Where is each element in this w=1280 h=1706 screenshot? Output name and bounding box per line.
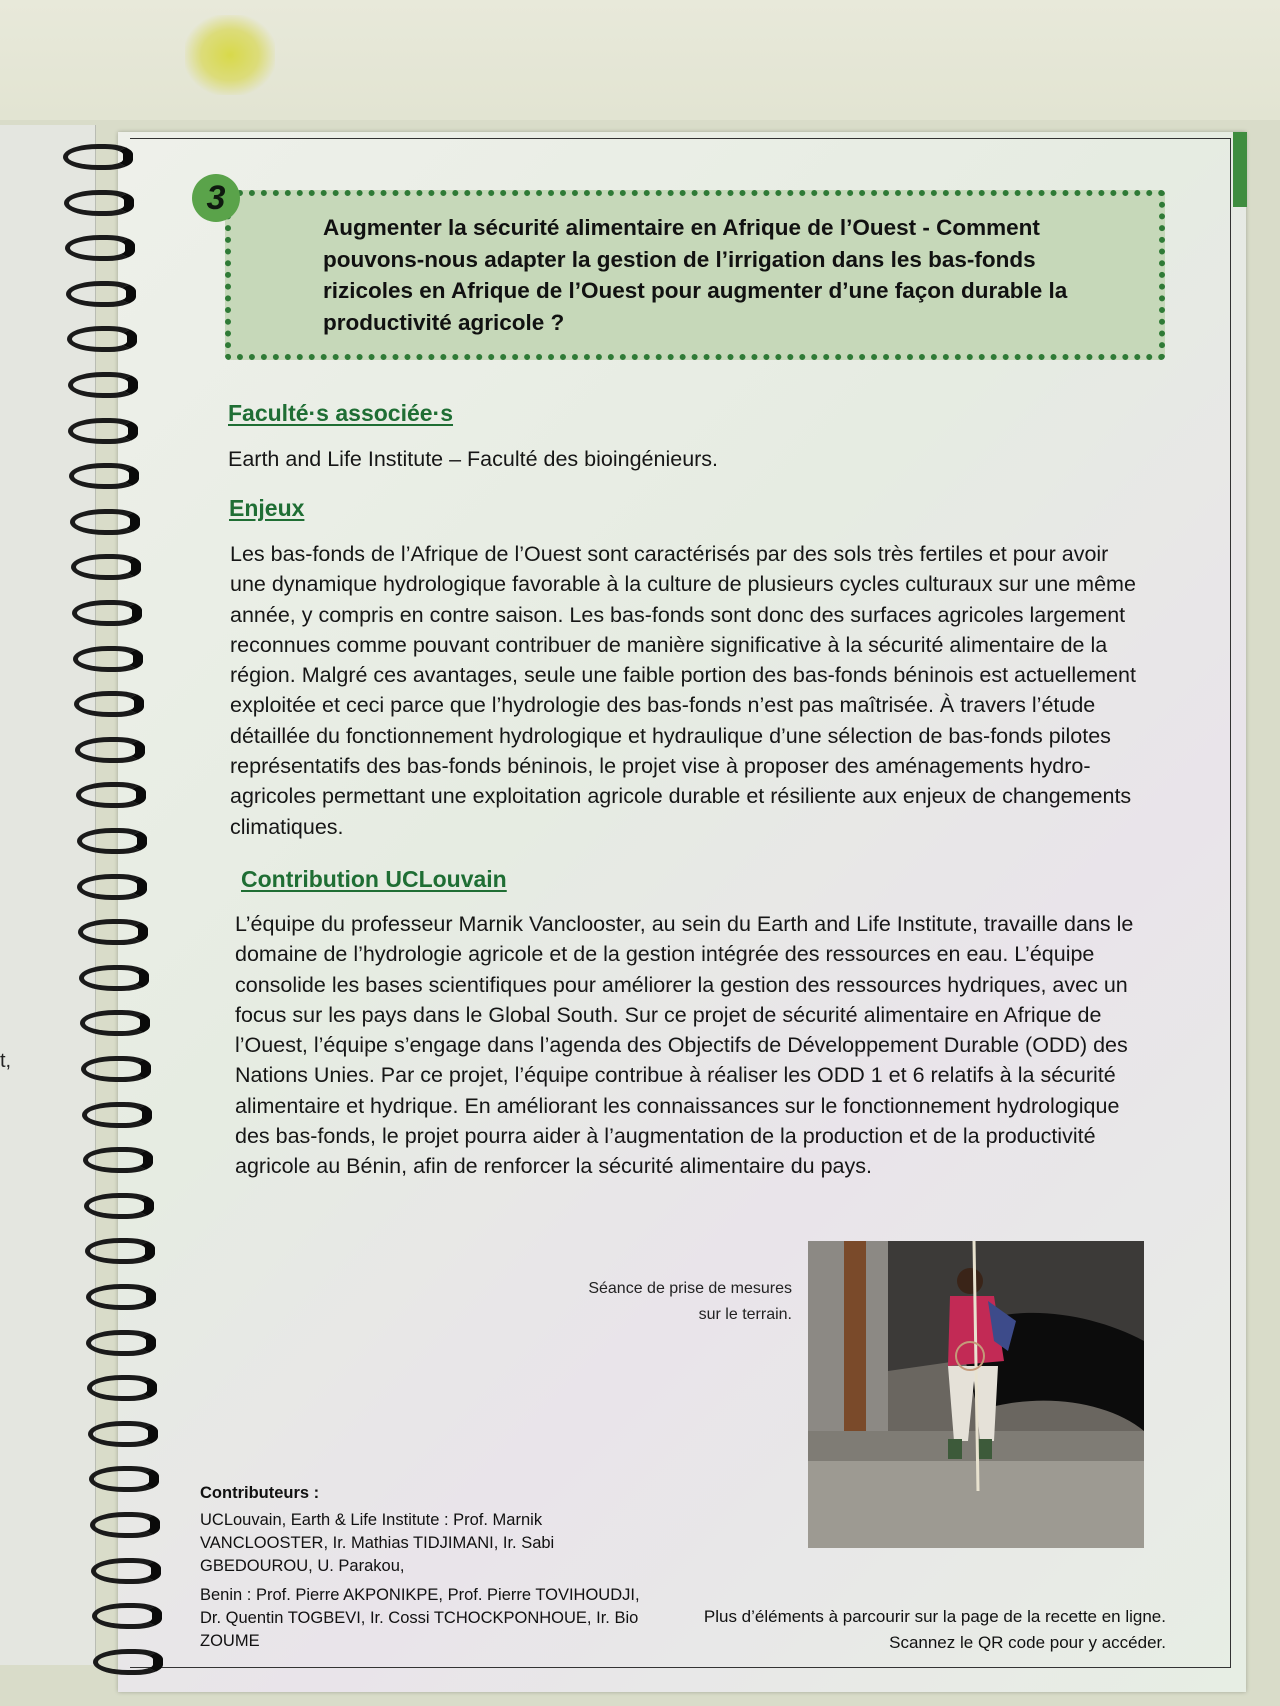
binding-ring (68, 418, 138, 444)
binding-ring (64, 190, 134, 216)
enjeux-heading: Enjeux (229, 495, 305, 521)
contributors-benin: Benin : Prof. Pierre AKPONIKPE, Prof. Pierre TOVIHOUDJI, Dr. Quentin TOGBEVI, Ir. Cossi TCHOCKPONHOUE, Ir. Bio ZOUME (200, 1586, 640, 1650)
footer-qr-note: Plus d’éléments à parcourir sur la page de la recette en ligne. Scannez le QR code pour y accéder. (703, 1607, 1166, 1652)
contributors-uclouvain: UCLouvain, Earth & Life Institute : Prof. Marnik VANCLOOSTER, Ir. Mathias TIDJIMANI, Ir. Sabi GBEDOUROU, U. Parakou, (200, 1511, 555, 1575)
contributors-section (200, 1482, 640, 1659)
contribution-text: L’équipe du professeur Marnik Vanclooster, au sein du Earth and Life Institute, travaille dans le domaine de l’hydrologie agricole et de la gestion intégrée des ressources en eau. L’équipe consolide les bases scientifiques pour améliorer la gestion des ressources hydriques, avec un focus sur les pays dans le Global South. Sur ce projet de sécurité alimentaire en Afrique de l’Ouest, l’équipe s’engage dans l’agenda des Objectifs de Développement Durable (ODD) des Nations Unies. Par ce projet, l’équipe contribue à réaliser les ODD 1 et 6 relatifs à la sécurité alimentaire et hydrique. En améliorant les connaissances sur le fonctionnement hydrologique des bas-fonds, le projet pourra aider à l’augmentation de la production et de la productivité agricole au Bénin, afin de renforcer la sécurité alimentaire du pays. (235, 912, 1134, 1179)
field-measurement-photo (808, 1241, 1144, 1548)
binding-ring (77, 828, 147, 854)
previous-page-fragment: t, (0, 1050, 12, 1072)
binding-ring (76, 782, 146, 808)
binding-ring (86, 1330, 156, 1356)
enjeux-text: Les bas-fonds de l’Afrique de l’Ouest sont caractérisés par des sols très fertiles et pour avoir une dynamique hydrologique favorable à la culture de plusieurs cycles culturaux sur une même année, y compris en contre saison. Les bas-fonds sont donc des surfaces agricoles largement reconnues comme pouvant contribuer de manière significative à la sécurité alimentaire de la région. Malgré ces avantages, seule une faible portion des bas-fonds béninois est actuellement exploitée et ceci parce que l’hydrologie des bas-fonds n’est pas maîtrisée. À travers l’étude détaillée du fonctionnement hydrologique et hydraulique d’une sélection de bas-fonds pilotes représentatifs des bas-fonds béninois, le projet vise à proposer des aménagements hydro-agricoles permettant une exploitation agricole durable et résiliente aux enjeux de changements climatiques. (230, 542, 1136, 839)
binding-ring (87, 1375, 157, 1401)
binding-ring (89, 1466, 159, 1492)
faculties-heading: Faculté·s associée·s (228, 400, 454, 426)
contribution-heading: Contribution UCLouvain (241, 866, 507, 892)
binding-ring (83, 1147, 153, 1173)
photo-caption: Séance de prise de mesures sur le terrain. (588, 1280, 792, 1323)
binding-ring (67, 326, 137, 352)
binding-ring (66, 281, 136, 307)
binding-ring (63, 144, 133, 170)
faculties-text: Earth and Life Institute – Faculté des bioingénieurs. (228, 447, 719, 471)
binding-ring (88, 1421, 158, 1447)
binding-ring (93, 1649, 163, 1675)
spiral-binding (55, 130, 145, 1690)
binding-ring (85, 1238, 155, 1264)
paint-stain (185, 15, 275, 95)
binding-ring (91, 1558, 161, 1584)
binding-ring (79, 965, 149, 991)
binding-ring (75, 737, 145, 763)
binding-ring (84, 1193, 154, 1219)
binding-ring (70, 509, 140, 535)
section-number-badge: 3 (192, 174, 240, 222)
binding-ring (73, 646, 143, 672)
binding-ring (80, 1010, 150, 1036)
green-tab-marker (1233, 132, 1247, 207)
question-text: Augmenter la sécurité alimentaire en Afrique de l’Ouest - Comment pouvons-nous adapter la gestion de l’irrigation dans les bas-fonds rizicoles en Afrique de l’Ouest pour augmenter d’une façon durable la productivité agricole ? (323, 215, 1068, 335)
contributors-title: Contributeurs : (200, 1484, 320, 1502)
binding-ring (72, 600, 142, 626)
binding-ring (92, 1603, 162, 1629)
binding-ring (68, 372, 138, 398)
binding-ring (65, 235, 135, 261)
binding-ring (77, 874, 147, 900)
binding-ring (71, 554, 141, 580)
binding-ring (81, 1056, 151, 1082)
binding-ring (78, 919, 148, 945)
binding-ring (74, 691, 144, 717)
binding-ring (86, 1284, 156, 1310)
photo-illustration (808, 1241, 1144, 1548)
binding-ring (69, 463, 139, 489)
binding-ring (82, 1102, 152, 1128)
binding-ring (90, 1512, 160, 1538)
